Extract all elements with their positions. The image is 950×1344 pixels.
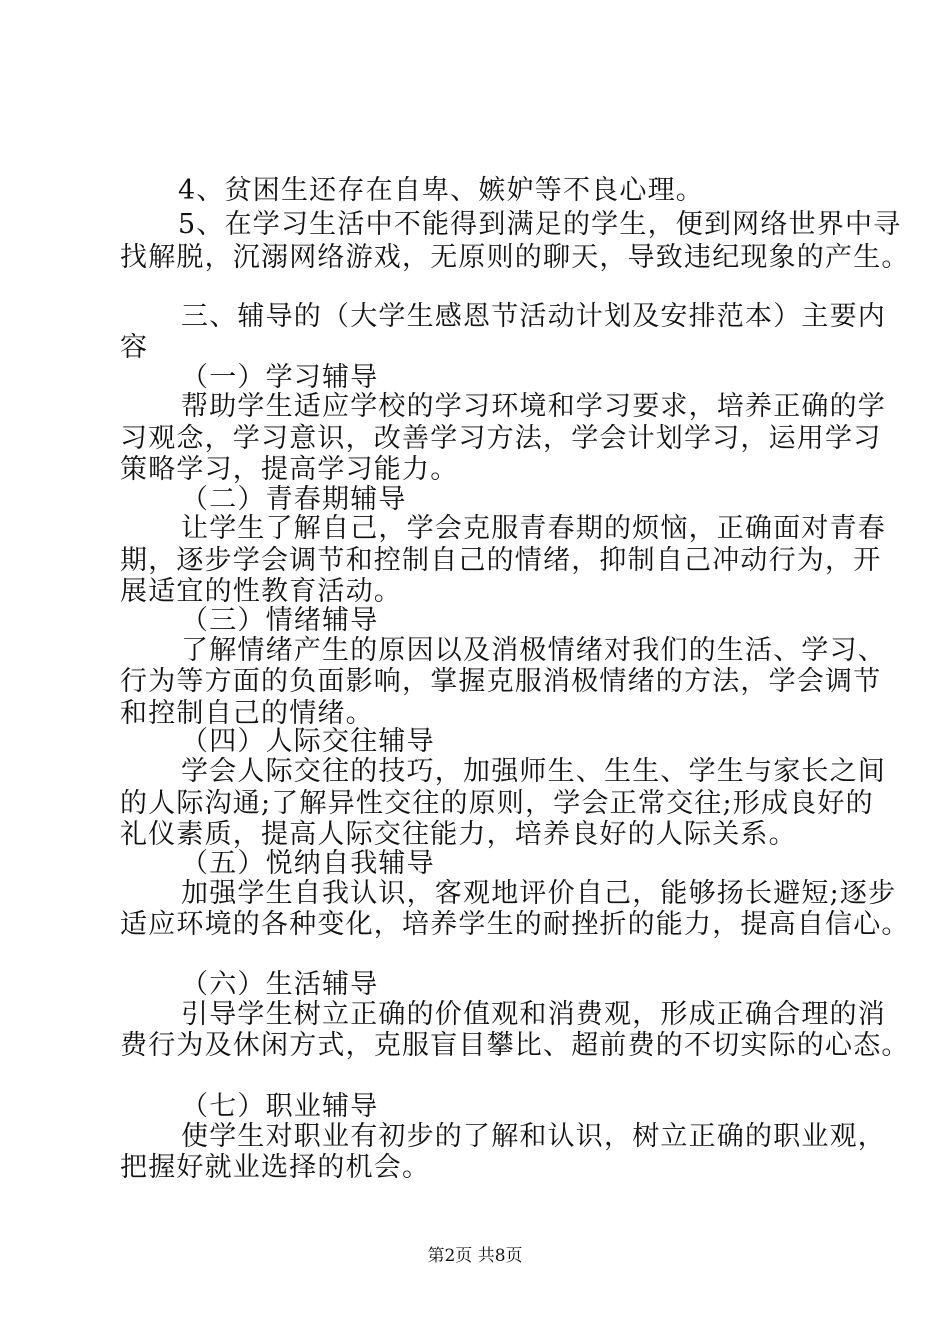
- text-line: 学会人际交往的技巧，加强师生、生生、学生与家长之间: [181, 756, 886, 787]
- text-line: 帮助学生适应学校的学习环境和学习要求，培养正确的学: [181, 391, 886, 422]
- text-line: 习观念，学习意识，改善学习方法，学会计划学习，运用学习: [120, 423, 882, 454]
- subsection-heading: （二）青春期辅导: [181, 484, 407, 515]
- subsection-heading: （三）情绪辅导: [181, 605, 379, 636]
- text-line: 5、在学习生活中不能得到满足的学生，便到网络世界中寻: [178, 209, 902, 240]
- text-line: 加强学生自我认识，客观地评价自己，能够扬长避短;逐步: [181, 878, 897, 909]
- text-line: 期，逐步学会调节和控制自己的情绪，抑制自己冲动行为，开: [120, 545, 882, 576]
- text-line: 把握好就业选择的机会。: [120, 1152, 431, 1183]
- text-line: 了解情绪产生的原因以及消极情绪对我们的生活、学习、: [181, 635, 886, 666]
- text-line: 找解脱，沉溺网络游戏，无原则的聊天，导致违纪现象的产生。: [120, 242, 910, 273]
- text-line: 行为等方面的负面影响，掌握克服消极情绪的方法，学会调节: [120, 666, 882, 697]
- subsection-heading: （六）生活辅导: [181, 969, 379, 1000]
- text-line: 礼仪素质，提高人际交往能力，培养良好的人际关系。: [120, 819, 797, 850]
- text-line: 展适宜的性教育活动。: [120, 576, 402, 607]
- text-line: 适应环境的各种变化，培养学生的耐挫折的能力，提高自信心。: [120, 909, 910, 940]
- text-line: 4、贫困生还存在自卑、嫉妒等不良心理。: [178, 175, 704, 206]
- text-line: 容: [120, 332, 149, 363]
- text-line: 使学生对职业有初步的了解和认识，树立正确的职业观，: [181, 1121, 886, 1152]
- text-line: 费行为及休闲方式，克服盲目攀比、超前费的不切实际的心态。: [120, 1030, 910, 1061]
- text-line: 的人际沟通;了解异性交往的原则，学会正常交往;形成良好的: [120, 788, 874, 819]
- section-heading: 三、辅导的（大学生感恩节活动计划及安排范本）主要内: [181, 301, 886, 332]
- text-line: 策略学习，提高学习能力。: [120, 454, 459, 485]
- text-line: 和控制自己的情绪。: [120, 698, 374, 729]
- subsection-heading: （五）悦纳自我辅导: [181, 848, 435, 879]
- text-line: 让学生了解自己，学会克服青春期的烦恼，正确面对青春: [181, 513, 886, 544]
- text-line: 引导学生树立正确的价值观和消费观，形成正确合理的消: [181, 999, 886, 1030]
- subsection-heading: （七）职业辅导: [181, 1091, 379, 1122]
- subsection-heading: （一）学习辅导: [181, 362, 379, 393]
- subsection-heading: （四）人际交往辅导: [181, 726, 435, 757]
- page-footer: 第2页 共8页: [427, 1246, 523, 1266]
